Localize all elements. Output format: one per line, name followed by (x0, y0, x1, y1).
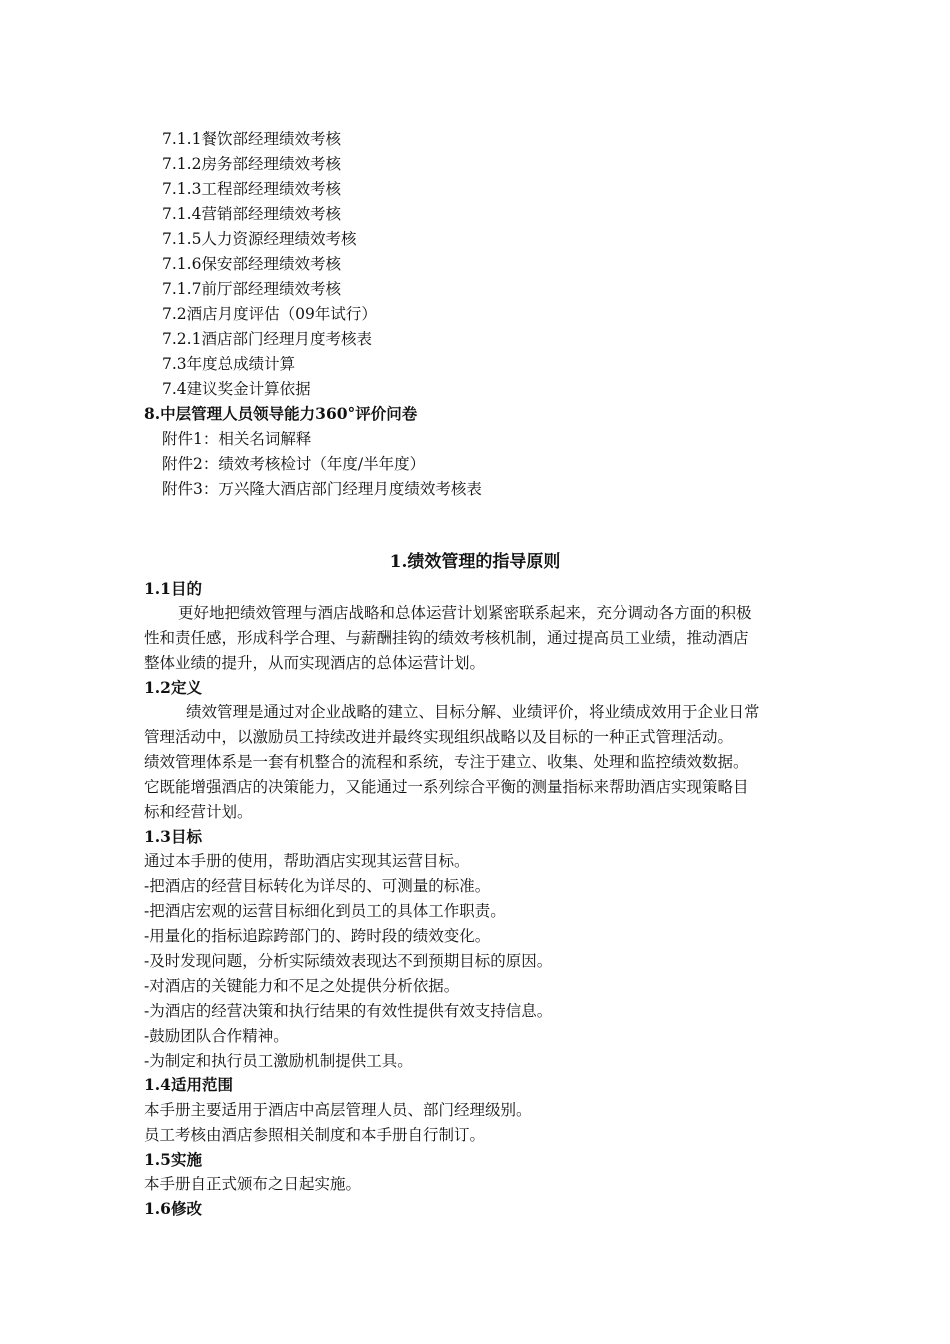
section-heading-1-4: 1.4适用范围 (144, 1075, 233, 1094)
section-heading-1-3: 1.3目标 (144, 827, 202, 846)
list-item: -对酒店的关键能力和不足之处提供分析依据。 (144, 977, 460, 995)
list-item: -为酒店的经营决策和执行结果的有效性提供有效支持信息。 (144, 1002, 553, 1020)
toc-attachment: 附件1：相关名词解释 (162, 430, 312, 448)
list-item: -用量化的指标追踪跨部门的、跨时段的绩效变化。 (144, 927, 491, 945)
paragraph-line: 管理活动中，以激励员工持续改进并最终实现组织战略以及目标的一种正式管理活动。 (144, 728, 734, 746)
paragraph-line: 它既能增强酒店的决策能力，又能通过一系列综合平衡的测量指标来帮助酒店实现策略目 (144, 778, 749, 796)
section-heading-1-1: 1.1目的 (144, 579, 202, 598)
toc-section-8: 8.中层管理人员领导能力360°评价问卷 (144, 404, 418, 423)
toc-item: 7.4建议奖金计算依据 (162, 380, 311, 398)
paragraph-line: 性和责任感，形成科学合理、与薪酬挂钩的绩效考核机制，通过提高员工业绩，推动酒店 (144, 629, 749, 647)
toc-attachment: 附件3：万兴隆大酒店部门经理月度绩效考核表 (162, 480, 482, 498)
list-item: -把酒店宏观的运营目标细化到员工的具体工作职责。 (144, 902, 506, 920)
paragraph-line: 绩效管理是通过对企业战略的建立、目标分解、业绩评价，将业绩成效用于企业日常 (186, 703, 760, 721)
section-heading-1-2: 1.2定义 (144, 678, 202, 697)
toc-item: 7.1.7前厅部经理绩效考核 (162, 280, 341, 298)
toc-item: 7.2.1酒店部门经理月度考核表 (162, 330, 372, 348)
list-item: -为制定和执行员工激励机制提供工具。 (144, 1052, 413, 1070)
toc-item: 7.1.1餐饮部经理绩效考核 (162, 130, 341, 148)
toc-item: 7.2酒店月度评估（09年试行） (162, 305, 377, 323)
paragraph-line: 本手册主要适用于酒店中高层管理人员、部门经理级别。 (144, 1101, 532, 1119)
paragraph-line: 绩效管理体系是一套有机整合的流程和系统，专注于建立、收集、处理和监控绩效数据。 (144, 753, 749, 771)
section-heading-1-6: 1.6修改 (144, 1199, 202, 1218)
toc-attachment: 附件2：绩效考核检讨（年度/半年度） (162, 455, 426, 473)
paragraph-line: 更好地把绩效管理与酒店战略和总体运营计划紧密联系起来，充分调动各方面的积极 (178, 604, 752, 622)
paragraph-line: 通过本手册的使用，帮助酒店实现其运营目标。 (144, 852, 470, 870)
list-item: -及时发现问题，分析实际绩效表现达不到预期目标的原因。 (144, 952, 553, 970)
list-item: -把酒店的经营目标转化为详尽的、可测量的标准。 (144, 877, 491, 895)
paragraph-line: 标和经营计划。 (144, 803, 253, 821)
paragraph-line: 本手册自正式颁布之日起实施。 (144, 1175, 362, 1193)
toc-item: 7.3年度总成绩计算 (162, 355, 296, 373)
toc-item: 7.1.4营销部经理绩效考核 (162, 205, 341, 223)
toc-item: 7.1.5人力资源经理绩效考核 (162, 230, 357, 248)
toc-item: 7.1.6保安部经理绩效考核 (162, 255, 341, 273)
paragraph-line: 整体业绩的提升，从而实现酒店的总体运营计划。 (144, 654, 486, 672)
section-heading-1-5: 1.5实施 (144, 1150, 202, 1169)
toc-item: 7.1.2房务部经理绩效考核 (162, 155, 341, 173)
toc-item: 7.1.3工程部经理绩效考核 (162, 180, 341, 198)
list-item: -鼓励团队合作精神。 (144, 1027, 289, 1045)
paragraph-line: 员工考核由酒店参照相关制度和本手册自行制订。 (144, 1126, 486, 1144)
chapter-title: 1.绩效管理的指导原则 (389, 552, 561, 572)
